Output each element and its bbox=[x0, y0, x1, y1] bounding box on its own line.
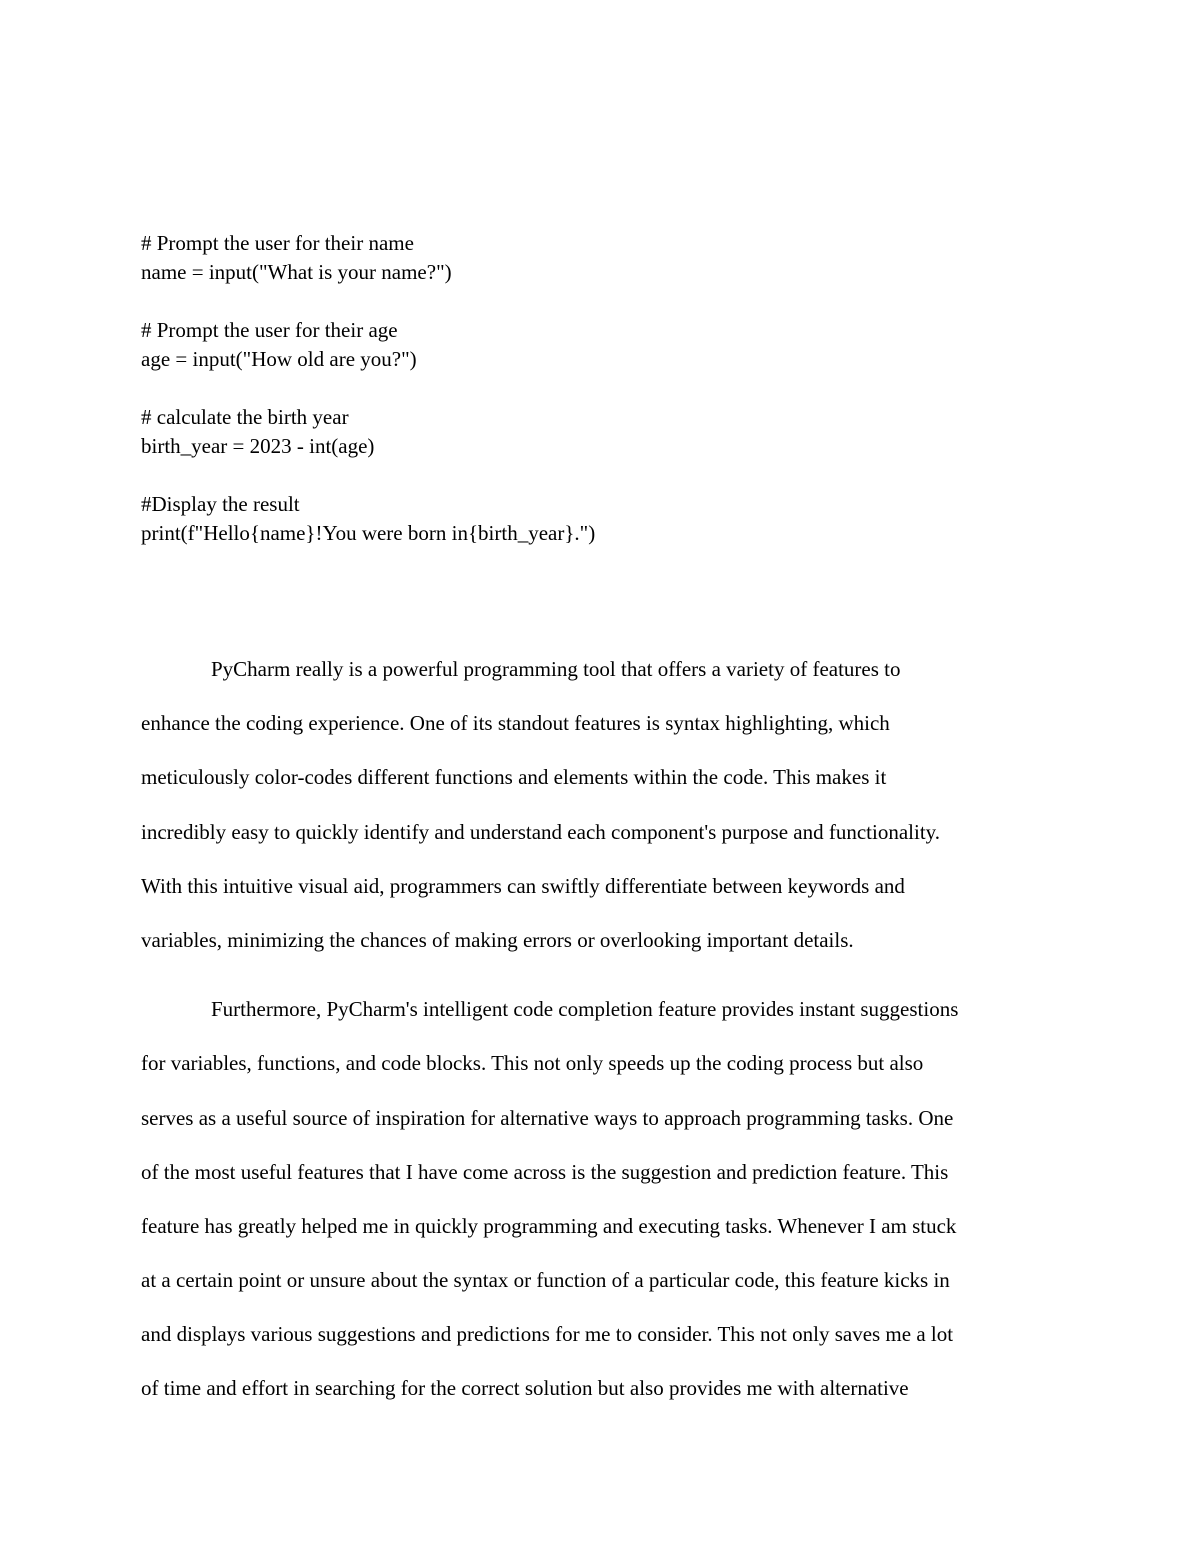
paragraph-line: enhance the coding experience. One of its standout features is syntax highlighting, which bbox=[141, 711, 890, 736]
body-text bbox=[141, 642, 1066, 1416]
code-comment: # Prompt the user for their age bbox=[141, 318, 398, 342]
code-statement: name = input("What is your name?") bbox=[141, 260, 452, 284]
paragraph-line: for variables, functions, and code blocks. This not only speeds up the coding process but also bbox=[141, 1051, 924, 1076]
paragraph-syntax-highlighting bbox=[141, 642, 1066, 967]
paragraph-line: of time and effort in searching for the correct solution but also provides me with alternative bbox=[141, 1376, 909, 1401]
paragraph-line: and displays various suggestions and predictions for me to consider. This not only saves me a lot bbox=[141, 1322, 954, 1347]
code-statement: age = input("How old are you?") bbox=[141, 347, 417, 371]
code-group-birth-year bbox=[141, 403, 1081, 461]
paragraph-line: Furthermore, PyCharm's intelligent code completion feature provides instant suggestions bbox=[211, 997, 959, 1022]
code-comment: # calculate the birth year bbox=[141, 405, 349, 429]
paragraph-code-completion bbox=[141, 982, 1066, 1416]
paragraph-line: meticulously color-codes different functions and elements within the code. This makes it bbox=[141, 765, 887, 790]
paragraph-spacer bbox=[141, 967, 1066, 982]
code-group-name-prompt bbox=[141, 229, 1081, 287]
paragraph-line: of the most useful features that I have come across is the suggestion and prediction feature. This bbox=[141, 1159, 949, 1184]
paragraph-line: variables, minimizing the chances of making errors or overlooking important details. bbox=[141, 927, 854, 952]
paragraph-line: serves as a useful source of inspiration for alternative ways to approach programming tasks. One bbox=[141, 1105, 954, 1130]
paragraph-line: incredibly easy to quickly identify and understand each component's purpose and functionality. bbox=[141, 819, 941, 844]
paragraph-line: With this intuitive visual aid, programmers can swiftly differentiate between keywords and bbox=[141, 873, 905, 898]
paragraph-line: feature has greatly helped me in quickly programming and executing tasks. Whenever I am stuck bbox=[141, 1213, 957, 1238]
code-comment: #Display the result bbox=[141, 492, 300, 516]
code-snippet bbox=[141, 229, 1081, 577]
paragraph-line: at a certain point or unsure about the syntax or function of a particular code, this feature kicks in bbox=[141, 1268, 950, 1293]
paragraph-line: PyCharm really is a powerful programming tool that offers a variety of features to bbox=[211, 657, 901, 681]
code-statement: print(f"Hello{name}!You were born in{birth_year}.") bbox=[141, 521, 596, 545]
code-group-age-prompt bbox=[141, 316, 1081, 374]
code-group-display-result bbox=[141, 490, 1081, 548]
code-statement: birth_year = 2023 - int(age) bbox=[141, 434, 375, 458]
code-comment: # Prompt the user for their name bbox=[141, 231, 414, 255]
